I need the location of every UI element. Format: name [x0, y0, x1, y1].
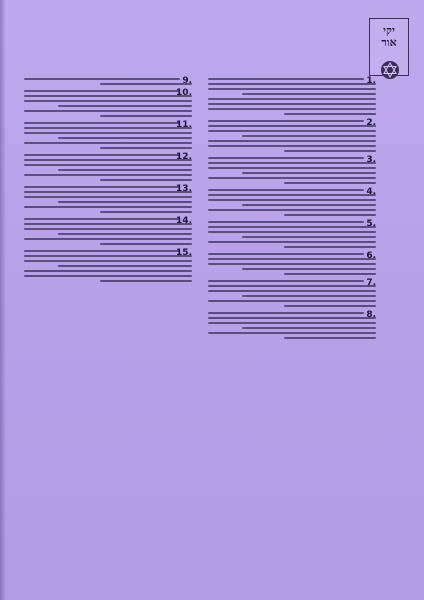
paragraph: [208, 221, 376, 248]
paragraph-number: 13.: [176, 184, 192, 194]
paragraph: [24, 122, 192, 149]
text-line-placeholder: [208, 258, 376, 260]
text-line-placeholder: [24, 260, 192, 262]
text-line-placeholder: [242, 236, 376, 238]
text-columns: [24, 78, 376, 578]
text-line-placeholder: [58, 233, 192, 235]
paragraph: [208, 78, 376, 115]
text-line-placeholder: [100, 179, 192, 181]
text-line-placeholder: [24, 164, 192, 166]
text-line-placeholder: [24, 154, 180, 156]
text-line-placeholder: [284, 246, 376, 248]
text-line-placeholder: [284, 182, 376, 184]
paragraph: [208, 312, 376, 339]
text-line-placeholder: [100, 211, 192, 213]
text-line-placeholder: [58, 105, 192, 107]
paragraph-number: 8.: [366, 310, 376, 320]
paragraph: [24, 154, 192, 181]
text-line-placeholder: [24, 250, 180, 252]
text-line-placeholder: [208, 231, 376, 233]
text-line-placeholder: [208, 189, 364, 191]
text-line-placeholder: [208, 145, 376, 147]
paragraph-number: 15.: [176, 248, 192, 258]
page-edge-shadow: [0, 0, 6, 600]
text-line-placeholder: [284, 337, 376, 339]
text-line-placeholder: [208, 290, 376, 292]
paragraph-number: 2.: [366, 118, 376, 128]
text-line-placeholder: [24, 191, 192, 193]
text-line-placeholder: [58, 201, 192, 203]
text-line-placeholder: [208, 108, 376, 110]
paragraph-number: 9.: [182, 76, 192, 86]
text-line-placeholder: [24, 110, 192, 112]
text-line-placeholder: [208, 194, 376, 196]
text-line-placeholder: [208, 312, 364, 314]
text-line-placeholder: [24, 100, 192, 102]
paragraph: [208, 157, 376, 184]
text-line-placeholder: [24, 90, 180, 92]
text-line-placeholder: [284, 305, 376, 307]
paragraph: [24, 78, 192, 85]
paragraph: [208, 120, 376, 152]
text-line-placeholder: [24, 132, 192, 134]
paragraph-number: 4.: [366, 187, 376, 197]
text-line-placeholder: [24, 228, 192, 230]
text-line-placeholder: [208, 162, 376, 164]
text-line-placeholder: [100, 147, 192, 149]
text-line-placeholder: [100, 280, 192, 282]
text-line-placeholder: [208, 322, 376, 324]
paragraph-number: 1.: [366, 76, 376, 86]
text-line-placeholder: [24, 270, 192, 272]
text-line-placeholder: [208, 177, 376, 179]
text-line-placeholder: [208, 253, 364, 255]
star-of-david-icon: [380, 60, 400, 80]
text-line-placeholder: [242, 268, 376, 270]
text-line-placeholder: [24, 275, 192, 277]
paragraph-number: 14.: [176, 216, 192, 226]
paragraph-number: 5.: [366, 219, 376, 229]
text-line-placeholder: [100, 115, 192, 117]
text-line-placeholder: [208, 167, 376, 169]
text-line-placeholder: [242, 172, 376, 174]
text-line-placeholder: [24, 95, 192, 97]
paragraph: [208, 280, 376, 307]
text-line-placeholder: [208, 199, 376, 201]
text-line-placeholder: [208, 209, 376, 211]
paragraph-number: 3.: [366, 155, 376, 165]
text-line-placeholder: [208, 226, 376, 228]
text-line-placeholder: [58, 137, 192, 139]
paragraph: [208, 189, 376, 216]
text-line-placeholder: [208, 130, 376, 132]
paragraph: [24, 250, 192, 282]
text-line-placeholder: [284, 150, 376, 152]
text-line-placeholder: [208, 280, 364, 282]
text-line-placeholder: [208, 83, 376, 85]
text-line-placeholder: [58, 169, 192, 171]
text-line-placeholder: [208, 98, 376, 100]
text-line-placeholder: [284, 214, 376, 216]
text-line-placeholder: [208, 263, 376, 265]
text-line-placeholder: [24, 186, 180, 188]
left-column: [24, 78, 192, 578]
text-line-placeholder: [208, 157, 364, 159]
text-line-placeholder: [242, 93, 376, 95]
text-line-placeholder: [208, 140, 376, 142]
text-line-placeholder: [284, 273, 376, 275]
text-line-placeholder: [208, 317, 376, 319]
text-line-placeholder: [24, 255, 192, 257]
paragraph-number: 11.: [176, 120, 192, 130]
text-line-placeholder: [208, 88, 376, 90]
paragraph-number: 7.: [366, 278, 376, 288]
paragraph: [24, 218, 192, 245]
text-line-placeholder: [24, 159, 192, 161]
text-line-placeholder: [208, 221, 364, 223]
text-line-placeholder: [24, 142, 192, 144]
text-line-placeholder: [24, 127, 192, 129]
text-line-placeholder: [208, 241, 376, 243]
text-line-placeholder: [100, 243, 192, 245]
page-title: יקי אור: [381, 24, 397, 49]
text-line-placeholder: [242, 204, 376, 206]
text-line-placeholder: [24, 223, 192, 225]
paragraph-number: 6.: [366, 251, 376, 261]
text-line-placeholder: [208, 332, 376, 334]
text-line-placeholder: [24, 196, 192, 198]
text-line-placeholder: [24, 174, 192, 176]
paragraph-number: 12.: [176, 152, 192, 162]
text-line-placeholder: [208, 300, 376, 302]
text-line-placeholder: [24, 238, 192, 240]
paragraph-number: 10.: [176, 88, 192, 98]
text-line-placeholder: [208, 125, 376, 127]
text-line-placeholder: [208, 103, 376, 105]
text-line-placeholder: [208, 78, 364, 80]
text-line-placeholder: [24, 206, 192, 208]
text-line-placeholder: [242, 135, 376, 137]
paragraph: [208, 253, 376, 275]
text-line-placeholder: [208, 120, 364, 122]
paragraph: [24, 90, 192, 117]
paragraph: [24, 186, 192, 213]
text-line-placeholder: [100, 83, 192, 85]
right-column: [208, 78, 376, 578]
text-line-placeholder: [58, 265, 192, 267]
text-line-placeholder: [24, 78, 180, 80]
text-line-placeholder: [208, 285, 376, 287]
text-line-placeholder: [24, 122, 180, 124]
text-line-placeholder: [284, 113, 376, 115]
text-line-placeholder: [242, 295, 376, 297]
text-line-placeholder: [24, 218, 180, 220]
text-line-placeholder: [242, 327, 376, 329]
